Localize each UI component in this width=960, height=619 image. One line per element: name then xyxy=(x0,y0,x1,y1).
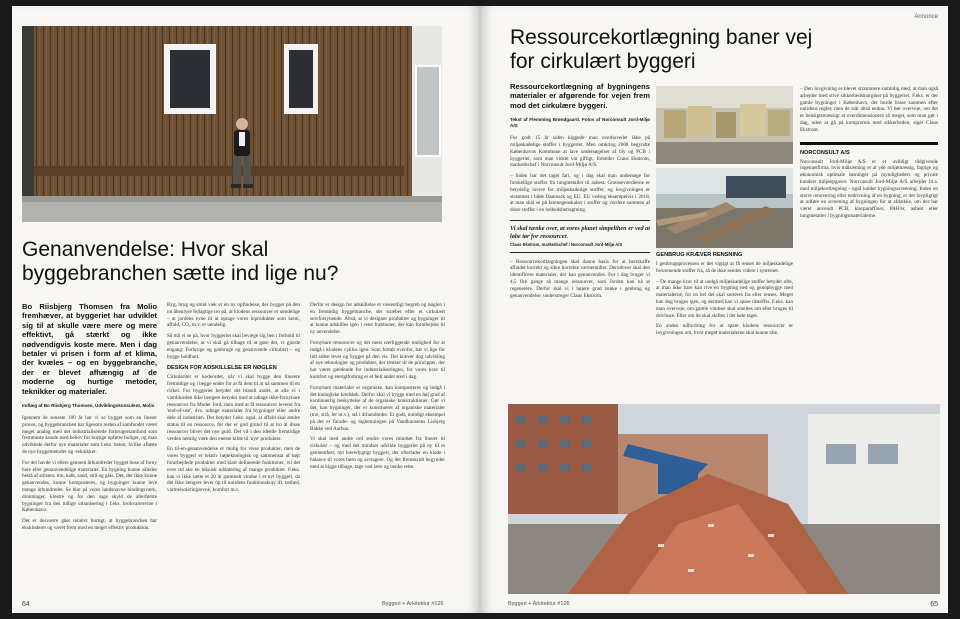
magazine-spread xyxy=(12,6,948,613)
left-col3-paragraph: Fornybare materialer er organiske, kan komposteres og indgå i det biologiske kredsløb. Derfor skal vi bygge med en høj grad af kontinuerlig beskyttelse af de organiske konstruktioner. Gør vi det, kan bygninger, der er konstrueret af organiske materialer (træ, strå, ler m.v.), stå i århundreder. Et godt, nutidigt eksempel på det er facade- og taglemningen på Vandkunstens Lisbjerg Bakke ved Aarhus. xyxy=(310,384,445,432)
left-col3-paragraph: Derfor er design for adskillelse et væsentligt begreb og nøglen i en fremtidig byggebranche, der stræber efter et cirkulært selvforsynende. Altså, at vi designer produkter og bygninger til at kunne adskilles igen i rene fraktioner, der kan forarbejdes til ny anvendelse. xyxy=(310,302,445,336)
left-page xyxy=(12,6,480,613)
left-lead: Bo Riisbjerg Thomsen fra Molio fremhæver, at byggeriet har udviklet sig til at skulle være mere og mere effektivt, gå stærkt og ikke nødvendigvis koste mere. Men i dag betaler vi prisen i form af et klima, der kvæles – og en byggebranche, der er blevet afhængig af de moderne og hurtige metoder, teknikker og materialer. xyxy=(22,302,157,396)
left-column-3 xyxy=(310,302,445,474)
right-page xyxy=(480,6,948,613)
right-col3-paragraph: – Den lovgivning er blevet strammere samtidig med, at man også arbejder med stive sikkerhedsmarginer på byggeriet. F.eks. er der gamle bygninger i København, der burde brase sammen efter nutidens regler, men de står altså endnu. Vi bør overveje, om det er hensigtsmæssigt at overdimensionere så meget, som man gør i dag, uden at gå på kompromis med sikkerheden, siger Claus Ekstrom. xyxy=(800,86,938,133)
right-col2-paragraph: I genbrugsprocessen er det vigtigt at få renset de miljøskadelige forurenende stoffer fra, så de ikke sendes videre i systemet. xyxy=(656,261,793,274)
right-col2-paragraph: En anden udfordring for at spare klodens ressourcer er lovgivningen om, hvor meget materialerne skal kunne tåle. xyxy=(656,323,793,337)
right-page-number: 65 xyxy=(930,601,938,608)
right-column-1 xyxy=(510,82,650,303)
section-divider xyxy=(800,142,938,145)
left-col2-paragraph: Cirkularitet er kodeordet, når vi skal bygge den lineære fremtidige og i begge ender for at få dem til at nå sammen til en cirkel. For byggeriet betyder det blandt andet, at alle vi i værdikæden ikke længere betyder med at udtage ikke-fornybare ressourcer fra Moder Jord, men med at få ressourcer leveret fra 'end-of-use', dvs. udtage materialer fra bygninger eller andre dele af industrien. Det betyder f.eks. også, at affald skal ændre status til en ressource, for der er god grund til at tro at disse ressourcer bliver det nye guld. Det vil i den ideelle fremtidige verden nemlig være den eneste kilde til 'nye' produkter. xyxy=(167,374,300,442)
right-headline: Ressourcekortlægning baner vej for cirkulært byggeri xyxy=(510,26,813,73)
left-col2-subhead: DESIGN FOR ADSKILLELSE ER NØGLEN xyxy=(167,365,277,372)
demolition-site-photo xyxy=(508,404,940,594)
right-column-3 xyxy=(800,86,938,224)
left-headline: Genanvendelse: Hvor skal byggebranchen sætte ind lige nu? xyxy=(22,238,339,285)
left-col3-paragraph: Fornybare ressourcer og det mest nærliggende mulighed for at indgå i klodens cyklus igen. Som fortalt ovenfor, har vi lige for lidt siden levet og bygget på den vis. Det kræver dog udvikling af nye teknologier og produkter, der tænker til de principper, der har været gældende for industrialiseringen, for vores krav til komfort og energiforbrug er et helt andet sted i dag. xyxy=(310,339,445,380)
pull-quote-attribution: Claus Ekstrom, markedschef i Norconsult Jord-Miljø A/S xyxy=(510,242,623,248)
right-lead: Ressourcekortlægning af bygningens materialer er afgørende for vejen frem mod det cirkulære byggeri. xyxy=(510,82,650,110)
left-col1-paragraph: Det er desværre gået relativt hurtigt, at byggebranchen har ekskluderet og været frem mod en meget effektiv produktion. xyxy=(22,518,157,532)
pull-quote xyxy=(510,220,650,253)
right-col1-paragraph: – Siden har det taget fart, og i dag skal man undersøge for forskellige stoffer fra tungmetaller til asbest. Grænseværdierne er betydelig lavere for miljøskadelige stoffer, og lovgivningen er strammet i både Danmark og EU. EU vedtog eksempelvis i 2018, at man skal se på farenegenskaber i stoffer og vurdere summen af disse stoffer i en helhedsbetragtning. xyxy=(510,173,650,214)
rubble-demolition-photo xyxy=(508,404,940,594)
left-footer: Byggeri + Arkitektur #126 xyxy=(382,601,444,607)
left-page-number: 64 xyxy=(22,601,30,608)
left-col1-paragraph: For det havde vi ellers gennem århundreder bygget huse af forny bare eller genanvendelige materialer. En bygning kunne således bestå af stilsten, træ, kalk, sand, strå og glas. Det, der ikke kunne genanvendes, kunne komposteres, og bygninger kunne leve mange århundreder. Se blot på vores landsnavne bindingsværk, dronninger, klostre og for den sags skyld de allerførste bygninger fra den tidlige urbanisering i f.eks. brokvartererne i København. xyxy=(22,459,157,514)
demolition-wood-photo xyxy=(656,168,793,248)
right-col1-paragraph: For godt 15 år siden kiggede man overhovedet ikke på miljøskadelige stoffer i byggeriet. Men omkring 2008 begyndte Københavns Kommune at lave undersøgelser af bly og PCB i byggerier, som man vidste var giftigt, fortæller Claus Ekstrom, markedschef i Norconsult Jord-Miljø A/S. xyxy=(510,135,650,169)
right-col3-paragraph: Norconsult Jord-Miljø A/S er et uvildigt rådgivende ingeniørfirma, hvis målsætning er at yde miljømæssig, faglige og økonomisk optimale løsninger på myndigheders og private kunders miljøopgaver. Norconsult Jord-Miljø A/S arbejder bl.a. med miljøkortlægning - også kaldet bygningsscreening. Indeu en storre renovering eller nedrivning af en bygning, er det lovpligtigt at udføre en screening af bygningen for at afdække, om der har været anvendt PCB, klorparaffiner, PAH'er, asbest eller tungmetaller i bygningsmaterialerne. xyxy=(800,158,938,219)
right-col1-paragraph: – Ressourcekortlægningen skal danne basis for at bortskaffe affaldet korrekt og sikre korrekte værnemidler. Derudover skal den identificere materialer, der kan genanvendes. For i dag bruger vi 4,5 fire gange så mange ressourcer, som Jorden kan nå at regenerere. Derfor skal vi i højere grad tænke i genbrug og genanvendelse, understreger Claus Ekstrom. xyxy=(510,258,650,299)
left-col1-paragraph: Igennem de seneste 100 år har vi se bygget som en lineær proces, og byggebranchen har ligesom resten af samfundet været meget analog med det industrialiserede forbrugersamfund som fremmeste kunde med behov for hurtige opførte boliger, og man udviklede derfor nye materialer som f.eks. beton, hvilke afløste de nye byggemetoder og -teknikker. xyxy=(22,415,157,456)
left-byline: Indlæg af Bo Riisbjerg Thomsen, Udviklingskonsulent, Molio xyxy=(22,403,155,409)
timber-pile-photo xyxy=(656,168,793,248)
left-column-2 xyxy=(167,302,300,498)
left-col2-paragraph: En til-en-genanvendelse er mulig for visse produkter, men de vores byggeri er relativ højteknologisk og sammensat af højt forarbejdede produkter med klart definerede funktioner, vil det over tid ske en teknisk uddatering af mange produkter. F.eks. kan vi ikke sætte et 20 år gammelt vindue i et nyt byggeri, da det ikke længere lever op til nutidens funktionskrav ift. tæthed, varmeisoleringsevne, komfort m.v. xyxy=(167,446,300,494)
insulation-bags-photo xyxy=(656,86,793,164)
left-col2-paragraph: Byg, brug og smid væk er en ny opfindelse, der bygger på den nu åbenlyse fejlagtige tro på, at klodens ressourcer er uendelige – at jordens evne til at optage vores biprodukter som kemi, affald, CO₂ m.v. er uendelig. xyxy=(167,302,300,329)
left-column-1 xyxy=(22,302,157,536)
right-footer: Byggeri + Arkitektur #126 xyxy=(508,601,570,607)
portrait-photo xyxy=(22,26,442,222)
right-col2-subhead: GENBRUG KRÆVER RENSNING xyxy=(656,252,743,258)
man-sitting-wooden-house-photo xyxy=(22,26,442,222)
annonce-label: Annonce xyxy=(914,14,938,20)
right-column-2 xyxy=(656,252,793,341)
right-col2-paragraph: – De mange krav til at undgå miljøskadelige stoffer betyder ofte, at man ikke bare kan rive en bygning ned og genopbygge med materialerne, for en hel del skal sorteres fra eller renses. Meget kan dog bruges igen, og dermed kan vi spare råstoffer. F.eks. kan man overveje, om gamle vinduer skal smeltes om eller bruges til drivhuse. Eller om de skal skiftes i det hele taget. xyxy=(656,278,793,319)
material-bags-photo xyxy=(656,86,793,164)
right-byline: Tekst af Flemming Brøndgaard. Fotos af Norconsult Jord-Miljø A/S xyxy=(510,117,650,129)
left-col3-paragraph: Vi skal med andre ord ændre vores mindset fra lineær til cirkulær – og med det mindset udvikle byggeriet på ny til et gennemført, nyt bæredygtigt byggeri, der efterlader en klode i balance til vores børn og arvtagere. Og det fremskridt begynder med at kigge tilbage, tage ved lære og tænke rette. xyxy=(310,436,445,470)
pull-quote-text: Vi skal tænke over, at vores planet simpelthen er ved at løbe tør for ressourcer. xyxy=(510,224,650,240)
left-col2-paragraph: Så må vi se på, hvor byggeriet skal bevæge sig hen i forhold til genanvendelse, at vi skal gå tilbage til at gøre det, vi gjorde engang: Forbruge og genbruge og genanvende cirkulært – og bygge holdbart. xyxy=(167,333,300,360)
right-col3-subhead: NORCONSULT A/S xyxy=(800,149,850,156)
